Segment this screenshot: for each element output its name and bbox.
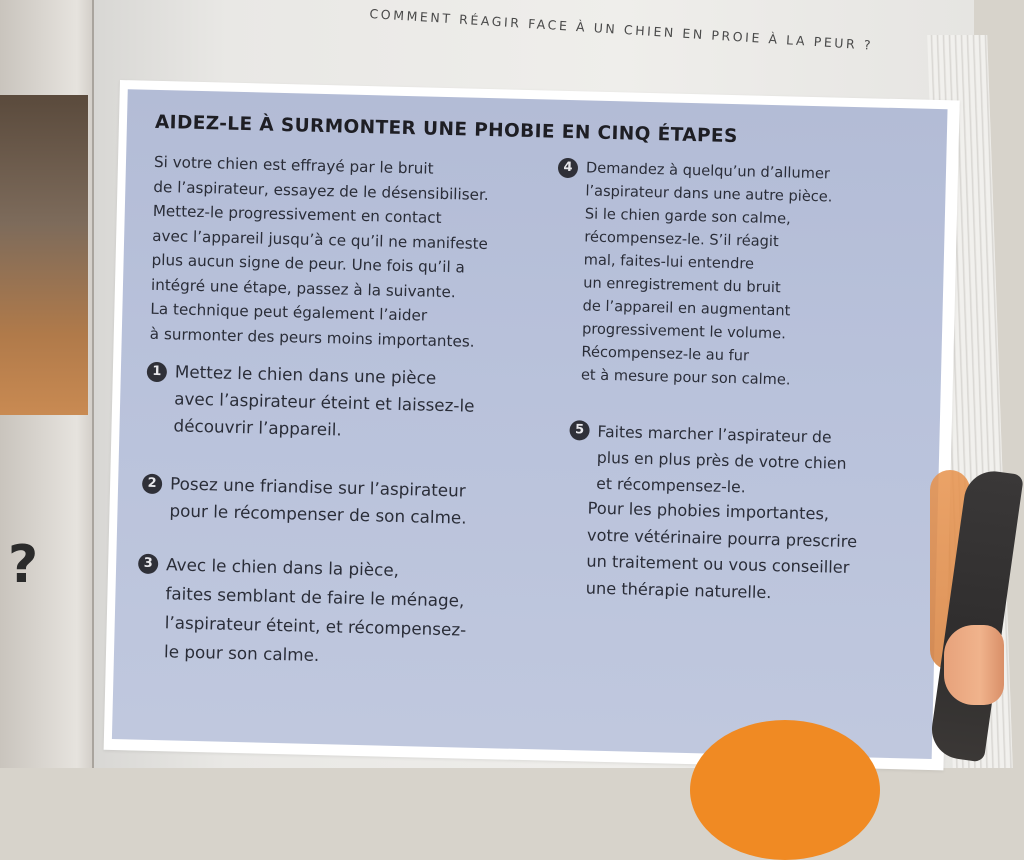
step-text bbox=[164, 550, 468, 673]
step-line: Mettez le chien dans une pièce bbox=[174, 361, 437, 388]
intro-line: La technique peut également l’aider bbox=[150, 299, 428, 325]
note-line: Pour les phobies importantes, bbox=[587, 498, 830, 524]
intro-paragraph bbox=[150, 150, 525, 355]
note-line: un traitement ou vous conseiller bbox=[586, 551, 850, 577]
step-text bbox=[581, 156, 834, 392]
info-box-frame bbox=[104, 80, 960, 770]
step-line: de l’appareil en augmentant bbox=[582, 297, 791, 320]
step-line: Demandez à quelqu’un d’allumer bbox=[585, 159, 831, 183]
left-page-photo bbox=[0, 95, 88, 415]
step-line: avec l’aspirateur éteint et laissez-le bbox=[173, 388, 475, 416]
intro-line: plus aucun signe de peur. Une fois qu’il a bbox=[151, 250, 466, 277]
step-line: Si le chien garde son calme, bbox=[584, 205, 791, 228]
step-line: mal, faites-lui entendre bbox=[583, 251, 755, 273]
note-line: votre vétérinaire pourra prescrire bbox=[586, 525, 858, 551]
step-line: récompensez-le. S’il réagit bbox=[584, 228, 779, 251]
intro-line: à surmonter des peurs moins importantes. bbox=[149, 324, 475, 351]
intro-line: Mettez-le progressivement en contact bbox=[152, 201, 442, 227]
step-number-badge: 5 bbox=[569, 420, 589, 440]
intro-line: de l’aspirateur, essayez de le désensibiliser. bbox=[153, 177, 489, 204]
step-text bbox=[596, 419, 848, 503]
info-box bbox=[112, 89, 948, 759]
intro-line: intégré une étape, passez à la suivante. bbox=[150, 275, 456, 301]
step-text bbox=[173, 358, 475, 446]
intro-line: Si votre chien est effrayé par le bruit bbox=[153, 152, 434, 178]
step-line: pour le récompenser de son calme. bbox=[169, 500, 467, 528]
step-line: Récompensez-le au fur bbox=[581, 343, 750, 365]
step-line: progressivement le volume. bbox=[581, 320, 787, 343]
step-text bbox=[169, 470, 467, 531]
step-line: un enregistrement du bruit bbox=[582, 274, 781, 297]
step-line: Avec le chien dans la pièce, bbox=[165, 554, 400, 580]
step-number-badge: 1 bbox=[147, 362, 167, 382]
step-line: découvrir l’appareil. bbox=[173, 415, 342, 440]
finger bbox=[944, 625, 1004, 705]
step-line: le pour son calme. bbox=[163, 641, 320, 666]
left-page-question-mark: ? bbox=[8, 535, 39, 595]
note-line: une thérapie naturelle. bbox=[585, 578, 772, 602]
step-line: l’aspirateur éteint, et récompensez- bbox=[164, 612, 467, 640]
step-line: Faites marcher l’aspirateur de bbox=[597, 422, 832, 447]
step-number-badge: 3 bbox=[138, 554, 158, 574]
step-line: Posez une friandise sur l’aspirateur bbox=[169, 473, 466, 501]
step-line: et récompensez-le. bbox=[596, 474, 746, 497]
vet-note bbox=[585, 496, 907, 610]
step-line: plus en plus près de votre chien bbox=[596, 448, 847, 473]
step-number-badge: 2 bbox=[142, 474, 162, 494]
step-line: l’aspirateur dans une autre pièce. bbox=[585, 182, 833, 206]
step-line: et à mesure pour son calme. bbox=[580, 366, 791, 389]
page-header: COMMENT RÉAGIR FACE À UN CHIEN EN PROIE À LA PEUR ? bbox=[369, 6, 874, 53]
box-title: AIDEZ-LE À SURMONTER UNE PHOBIE EN CINQ ÉTAPES bbox=[154, 111, 738, 148]
orange-object bbox=[690, 720, 880, 860]
intro-line: avec l’appareil jusqu’à ce qu’il ne manifeste bbox=[151, 226, 489, 253]
step-number-badge: 4 bbox=[558, 158, 578, 178]
step-line: faites semblant de faire le ménage, bbox=[165, 583, 465, 611]
